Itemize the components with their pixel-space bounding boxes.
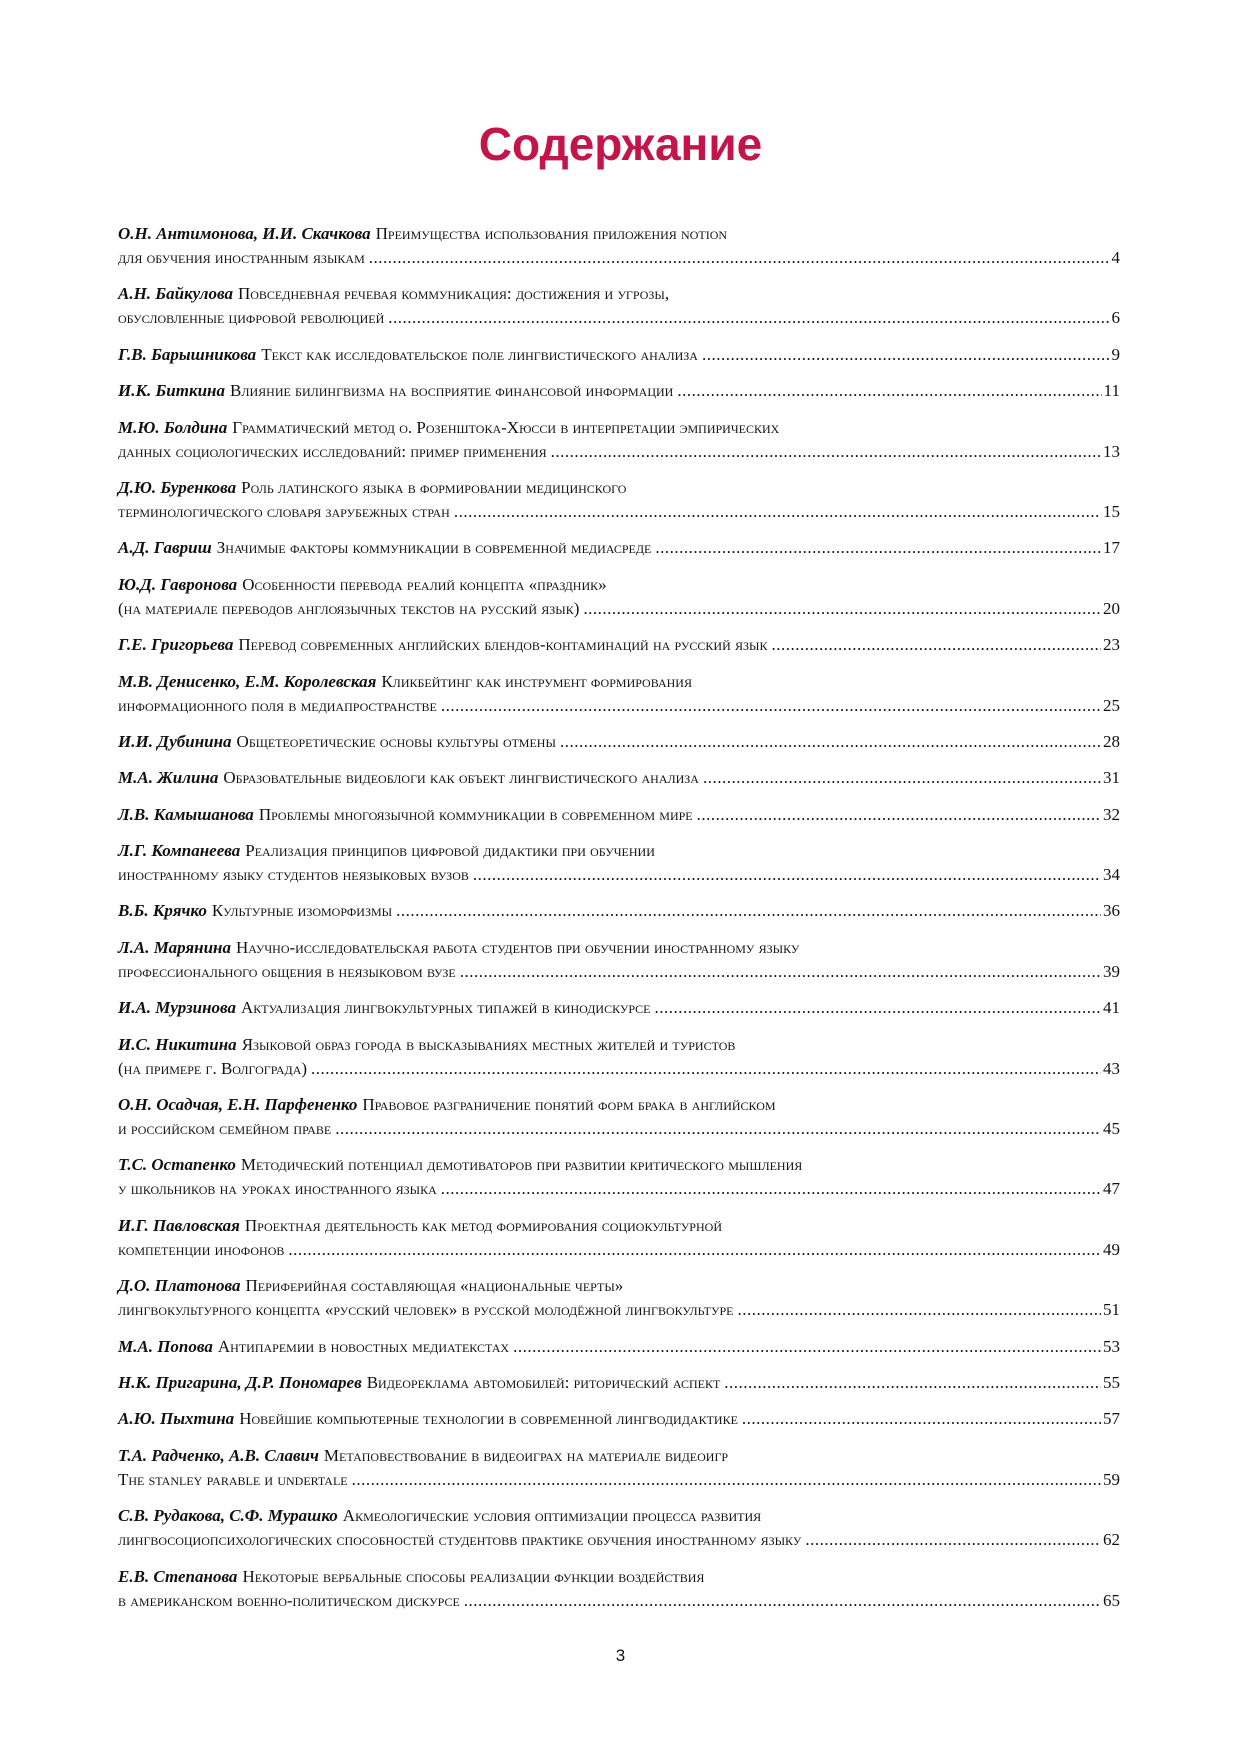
toc-page-number: 34: [1103, 865, 1120, 885]
toc-entry-first-line: [118, 222, 1120, 246]
dot-leader: [805, 1528, 1101, 1552]
toc-title: Кликбейтинг как инструмент формирования: [381, 671, 692, 691]
dot-leader: [288, 1238, 1101, 1262]
toc-page-number: 20: [1103, 598, 1120, 618]
toc-entry-second-line: [118, 1057, 1120, 1081]
toc-title-continuation: и российском семейном праве: [118, 1119, 332, 1139]
toc-title: Текст как исследовательское поле лингвистического анализа: [261, 344, 698, 364]
toc-entry-first-line: [118, 1033, 1120, 1057]
dot-leader: [724, 1371, 1101, 1395]
toc-title-continuation: информационного поля в медиапространстве: [118, 695, 437, 715]
dot-leader: [742, 1407, 1101, 1431]
toc-title-continuation: профессионального общения в неязыковом вузе: [118, 961, 456, 981]
toc-page-number: 59: [1103, 1469, 1120, 1489]
toc-title: Повседневная речевая коммуникация: достижения и угрозы,: [237, 284, 670, 304]
toc-page-number: 57: [1103, 1409, 1120, 1429]
toc-title-continuation: лингвосоциопсихологических способностей студентовв практике обучения иностранному языку: [118, 1530, 802, 1550]
toc-title: Правовое разграничение понятий форм брака в английском: [362, 1095, 776, 1115]
toc-title: Языковой образ города в высказываниях местных жителей и туристов: [241, 1034, 736, 1054]
dot-leader: [352, 1468, 1101, 1492]
toc-page-number: 32: [1103, 804, 1120, 824]
toc-entry[interactable]: [118, 1274, 1120, 1322]
dot-leader: [311, 1057, 1101, 1081]
toc-entry[interactable]: [118, 1371, 1120, 1395]
toc-title: Акмеологические условия оптимизации процесса развития: [342, 1506, 762, 1526]
dot-leader: [702, 343, 1110, 367]
toc-title: Некоторые вербальные способы реализации функции воздействия: [242, 1566, 705, 1586]
toc-entry-second-line: [118, 597, 1120, 621]
toc-title: Антипаремии в новостных медиатекстах: [217, 1336, 510, 1356]
toc-entry[interactable]: [118, 670, 1120, 718]
toc-entry-first-line: [118, 343, 1120, 367]
toc-entry[interactable]: [118, 1565, 1120, 1613]
toc-authors: И.А. Мурзинова: [118, 998, 237, 1018]
toc-entry-second-line: [118, 1528, 1120, 1552]
toc-entry-second-line: [118, 694, 1120, 718]
toc-title: Периферийная составляющая «национальные черты»: [245, 1276, 624, 1296]
toc-entry-second-line: [118, 960, 1120, 984]
dot-leader: [335, 1117, 1101, 1141]
toc-authors: О.Н. Осадчая, Е.Н. Парфененко: [118, 1095, 358, 1115]
toc-entry-first-line: [118, 839, 1120, 863]
toc-entry[interactable]: [118, 1407, 1120, 1431]
toc-title-continuation: для обучения иностранным языкам: [118, 248, 365, 267]
toc-entry-second-line: [118, 246, 1120, 270]
toc-entry[interactable]: [118, 803, 1120, 827]
toc-entry[interactable]: [118, 573, 1120, 621]
toc-title-continuation: лингвокультурного концепта «русский человек» в русской молодёжной лингвокультуре: [118, 1300, 734, 1320]
toc-title-continuation: The stanley parable и undertale: [118, 1469, 348, 1489]
toc-entry-second-line: [118, 1117, 1120, 1141]
toc-authors: Л.В. Камышанова: [118, 804, 254, 824]
toc-title: Видеореклама автомобилей: риторический аспект: [366, 1372, 721, 1392]
toc-title-continuation: у школьников на уроках иностранного языка: [118, 1179, 437, 1199]
toc-entry[interactable]: [118, 1153, 1120, 1201]
dot-leader: [454, 500, 1101, 524]
toc-entry[interactable]: [118, 282, 1120, 330]
toc-entry[interactable]: [118, 379, 1120, 403]
toc-entry-first-line: [118, 936, 1120, 960]
toc-authors: А.Н. Байкулова: [118, 284, 233, 304]
toc-authors: М.В. Денисенко, Е.М. Королевская: [118, 671, 377, 691]
toc-page-number: 23: [1103, 635, 1120, 655]
toc-entry-first-line: [118, 766, 1120, 790]
toc-title-continuation: (на примере г. Волгограда): [118, 1058, 308, 1078]
toc-entry-second-line: [118, 306, 1120, 330]
toc-page-number: 31: [1103, 768, 1120, 788]
toc-entry[interactable]: [118, 536, 1120, 560]
toc-entry[interactable]: [118, 839, 1120, 887]
toc-entry-first-line: [118, 476, 1120, 500]
toc-authors: В.Б. Крячко: [118, 901, 207, 921]
toc-page-number: 51: [1103, 1300, 1120, 1320]
toc-title-continuation: компетенции инофонов: [118, 1239, 285, 1259]
dot-leader: [677, 379, 1101, 403]
toc-entry-first-line: [118, 996, 1120, 1020]
toc-entry-first-line: [118, 1444, 1120, 1468]
toc-entry-first-line: [118, 1371, 1120, 1395]
toc-entry[interactable]: [118, 1444, 1120, 1492]
toc-entry[interactable]: [118, 766, 1120, 790]
toc-entry-first-line: [118, 379, 1120, 403]
toc-entry[interactable]: [118, 343, 1120, 367]
toc-title: Грамматический метод о. Розенштока-Хюсси в интерпретации эмпирических: [232, 417, 780, 437]
dot-leader: [388, 306, 1109, 330]
toc-entry[interactable]: [118, 1504, 1120, 1552]
toc-entry-first-line: [118, 1565, 1120, 1589]
toc-authors: Т.С. Остапенко: [118, 1155, 236, 1175]
toc-entry-first-line: [118, 730, 1120, 754]
page-title: Содержание: [478, 118, 763, 170]
toc-entry[interactable]: [118, 222, 1120, 270]
dot-leader: [655, 996, 1102, 1020]
toc-authors: А.Д. Гавриш: [118, 538, 212, 558]
toc-authors: Г.В. Барышникова: [118, 344, 257, 364]
toc-page-number: 45: [1103, 1119, 1120, 1139]
toc-title-continuation: данных социологических исследований: пример применения: [118, 441, 547, 461]
toc-page-number: 53: [1103, 1336, 1120, 1356]
toc-entry[interactable]: [118, 476, 1120, 524]
toc-page-number: 6: [1111, 308, 1120, 328]
toc-entry-first-line: [118, 1504, 1120, 1528]
toc-entry-first-line: [118, 416, 1120, 440]
toc-entry[interactable]: [118, 1335, 1120, 1359]
toc-authors: И.Г. Павловская: [118, 1215, 240, 1235]
toc-title: Роль латинского языка в формировании медицинского: [241, 477, 627, 497]
dot-leader: [441, 694, 1101, 718]
toc-page-number: 65: [1103, 1590, 1120, 1610]
dot-leader: [441, 1177, 1101, 1201]
toc-entry-second-line: [118, 1238, 1120, 1262]
toc-title: Особенности перевода реалий концепта «праздник»: [242, 574, 607, 594]
toc-entry[interactable]: [118, 416, 1120, 464]
toc-entry[interactable]: [118, 936, 1120, 984]
dot-leader: [460, 960, 1101, 984]
toc-entry-first-line: [118, 1153, 1120, 1177]
toc-page-number: 11: [1103, 381, 1120, 401]
toc-authors: И.К. Биткина: [118, 381, 225, 401]
toc-entry-first-line: [118, 536, 1120, 560]
toc-authors: С.В. Рудакова, С.Ф. Мурашко: [118, 1506, 338, 1526]
toc-authors: Г.Е. Григорьева: [118, 635, 234, 655]
toc-authors: Н.К. Пригарина, Д.Р. Пономарев: [118, 1372, 362, 1392]
toc-entry-second-line: [118, 1589, 1120, 1613]
toc-page-number: 43: [1103, 1058, 1120, 1078]
toc-authors: Д.О. Платонова: [118, 1276, 241, 1296]
toc-entry-first-line: [118, 803, 1120, 827]
toc-title: Научно-исследовательская работа студентов при обучении иностранному языку: [236, 937, 800, 957]
dot-leader: [396, 899, 1101, 923]
toc-entry-first-line: [118, 1407, 1120, 1431]
toc-authors: Д.Ю. Буренкова: [118, 477, 237, 497]
toc-title-continuation: иностранному языку студентов неязыковых вузов: [118, 865, 469, 885]
toc-authors: И.И. Дубинина: [118, 731, 232, 751]
toc-entry-first-line: [118, 670, 1120, 694]
toc-entry-first-line: [118, 1214, 1120, 1238]
dot-leader: [697, 803, 1101, 827]
toc-authors: Л.Г. Компанеева: [118, 841, 241, 861]
toc-page-number: 15: [1103, 501, 1120, 521]
toc-authors: Ю.Д. Гавронова: [118, 574, 238, 594]
toc-title: Значимые факторы коммуникации в современной медиасреде: [216, 538, 652, 558]
dot-leader: [771, 633, 1101, 657]
toc-title: Общетеоретические основы культуры отмены: [236, 731, 556, 751]
toc-entry[interactable]: [118, 1093, 1120, 1141]
toc-title: Проектная деятельность как метод формирования социокультурной: [244, 1215, 722, 1235]
toc-title: Перевод современных английских блендов-контаминаций на русский язык: [238, 635, 768, 655]
toc-authors: Е.В. Степанова: [118, 1566, 238, 1586]
toc-page-number: 36: [1103, 901, 1120, 921]
toc-page-number: 39: [1103, 961, 1120, 981]
dot-leader: [513, 1335, 1101, 1359]
toc-page-number: 47: [1103, 1179, 1120, 1199]
toc-entry-first-line: [118, 282, 1120, 306]
toc-entry-first-line: [118, 633, 1120, 657]
toc-title: Культурные изоморфизмы: [211, 901, 393, 921]
toc-page-number: 25: [1103, 695, 1120, 715]
dot-leader: [560, 730, 1101, 754]
toc-entry-second-line: [118, 500, 1120, 524]
toc-title-continuation: (на материале переводов англоязычных текстов на русский язык): [118, 598, 580, 618]
toc-title: Влияние билингвизма на восприятие финансовой информации: [230, 381, 674, 401]
toc-entry[interactable]: [118, 730, 1120, 754]
toc-title: Новейшие компьютерные технологии в современной лингводидактике: [239, 1409, 738, 1429]
toc-entry-second-line: [118, 440, 1120, 464]
toc-entry[interactable]: [118, 1033, 1120, 1081]
toc-authors: Л.А. Марянина: [118, 937, 231, 957]
toc-title-continuation: обусловленные цифровой революцией: [118, 308, 385, 328]
dot-leader: [464, 1589, 1101, 1613]
toc-entry-second-line: [118, 1177, 1120, 1201]
toc-page-number: 4: [1111, 248, 1120, 267]
dot-leader: [655, 536, 1101, 560]
toc-entry-second-line: [118, 1468, 1120, 1492]
toc-page-number: 13: [1103, 441, 1120, 461]
toc-entry[interactable]: [118, 1214, 1120, 1262]
dot-leader: [473, 863, 1101, 887]
toc-entry[interactable]: [118, 996, 1120, 1020]
toc-authors: Т.А. Радченко, А.В. Славич: [118, 1445, 319, 1465]
table-of-contents: [118, 222, 1120, 1625]
toc-page-number: 62: [1103, 1530, 1120, 1550]
toc-title-continuation: терминологического словаря зарубежных стран: [118, 501, 450, 521]
dot-leader: [583, 597, 1101, 621]
toc-entry-first-line: [118, 573, 1120, 597]
toc-title: Методический потенциал демотиваторов при развитии критического мышления: [240, 1155, 803, 1175]
toc-title: Реализация принципов цифровой дидактики при обучении: [245, 841, 655, 861]
toc-entry-first-line: [118, 899, 1120, 923]
toc-page-number: 17: [1103, 538, 1120, 558]
toc-page-number: 55: [1103, 1372, 1120, 1392]
toc-page-number: 28: [1103, 731, 1120, 751]
toc-authors: М.А. Попова: [118, 1336, 213, 1356]
toc-title: Метаповествование в видеоиграх на материале видеоигр: [323, 1445, 729, 1465]
page-number: 3: [615, 1646, 626, 1665]
dot-leader: [369, 246, 1110, 270]
toc-entry-first-line: [118, 1093, 1120, 1117]
toc-page-number: 41: [1103, 998, 1120, 1018]
dot-leader: [551, 440, 1101, 464]
toc-entry-first-line: [118, 1335, 1120, 1359]
toc-title: Образовательные видеоблоги как объект лингвистического анализа: [223, 768, 699, 788]
toc-authors: И.С. Никитина: [118, 1034, 237, 1054]
toc-title: Преимущества использования приложения notion: [375, 224, 728, 243]
toc-entry-first-line: [118, 1274, 1120, 1298]
dot-leader: [738, 1298, 1102, 1322]
toc-authors: М.А. Жилина: [118, 768, 219, 788]
toc-authors: А.Ю. Пыхтина: [118, 1409, 235, 1429]
toc-page-number: 49: [1103, 1239, 1120, 1259]
toc-entry-second-line: [118, 1298, 1120, 1322]
toc-entry-second-line: [118, 863, 1120, 887]
dot-leader: [703, 766, 1101, 790]
toc-title: Актуализация лингвокультурных типажей в кинодискурсе: [241, 998, 651, 1018]
toc-title-continuation: в американском военно-политическом дискурсе: [118, 1590, 460, 1610]
toc-title: Проблемы многоязычной коммуникации в современном мире: [258, 804, 693, 824]
toc-entry[interactable]: [118, 899, 1120, 923]
toc-entry[interactable]: [118, 633, 1120, 657]
toc-page-number: 9: [1111, 344, 1120, 364]
toc-authors: М.Ю. Болдина: [118, 417, 228, 437]
toc-authors: О.Н. Антимонова, И.И. Скачкова: [118, 224, 371, 243]
